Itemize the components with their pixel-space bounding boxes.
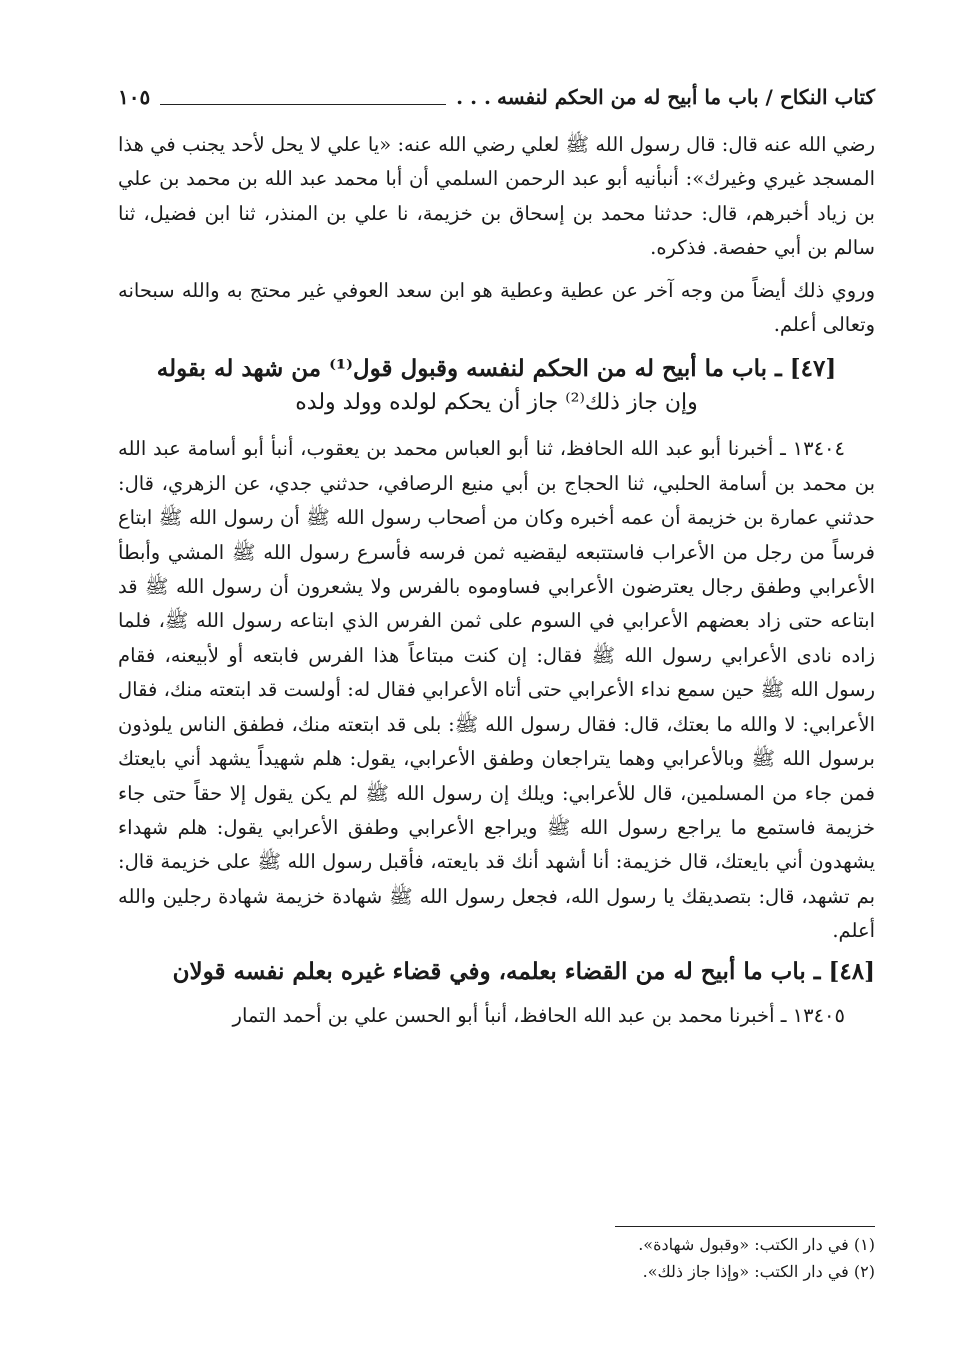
- header-rule: [160, 104, 446, 105]
- chapter-heading-47-line1: [٤٧] ـ باب ما أبيح له من الحكم لنفسه وقبول قول⁽¹⁾ من شهد له بقوله: [156, 355, 837, 383]
- footnote-2: (٢) في دار الكتب: «وإذا جاز ذلك».: [642, 1262, 875, 1281]
- paragraph-1: رضي الله عنه قال: قال رسول الله ﷺ لعلي رضي الله عنه: «يا علي لا يحل لأحد يجنب في هذا المسجد غيري وغيرك»: أنبأنيه أبو عبد الرحمن السلمي أن أبا محمد عبد الله بن محمد بن علي بن زياد أخبرهم، قال: حدثنا محمد بن إسحاق بن خزيمة، نا علي بن المنذر، ثنا ابن فضيل، ثنا سالم بن أبي حفصة. فذكره.: [118, 133, 875, 260]
- footnotes: [118, 1226, 875, 1285]
- hadith-13405: ١٣٤٠٥ ـ أخبرنا محمد بن عبد الله الحافظ، أنبأ أبو الحسن علي بن أحمد التمار: [232, 1003, 845, 1027]
- chapter-heading-47-line2: وإن جاز ذلك⁽²⁾ جاز أن يحكم لولده وولد ولده: [295, 390, 698, 416]
- footnote-1: (١) في دار الكتب: «وقبول شهادة».: [638, 1235, 875, 1254]
- paragraph-2: وروي ذلك أيضاً من وجه آخر عن عطية وعطية هو ابن سعد العوفي غير محتج به والله سبحانه وتعالى أعلم.: [118, 278, 875, 337]
- chapter-heading-47: [118, 352, 875, 420]
- page-body: [118, 128, 875, 1033]
- header-title: كتاب النكاح / باب ما أبيح له من الحكم لنفسه: [496, 85, 875, 109]
- running-header: [118, 78, 875, 112]
- hadith-13404: ١٣٤٠٤ ـ أخبرنا أبو عبد الله الحافظ، ثنا أبو العباس محمد بن يعقوب، أنبأ أبو أسامة عبد الله بن محمد بن أسامة الحلبي، ثنا الحجاج بن أبي منيع الرصافي، حدثني جدي، عن الزهري، قال: حدثني عمارة بن خزيمة أن عمه أخبره وكان من أصحاب رسول الله ﷺ أن رسول الله ﷺ ابتاع فرساً من رجل من الأعراب فاستتبعه ليقضيه ثمن فرسه فأسرع رسول الله ﷺ المشي وأبطأ الأعرابي وطفق رجال يعترضون الأعرابي فساوموه بالفرس ولا يشعرون أن رسول الله ﷺ قد ابتاعه حتى زاد بعضهم الأعرابي في السوم على ثمن الفرس الذي ابتاعه رسول الله ﷺ، فلما زاده نادى الأعرابي رسول الله ﷺ فقال: إن كنت مبتاعاً هذا الفرس فابتعه أو لأبيعنه، فقام رسول الله ﷺ حين سمع نداء الأعرابي حتى أتاه الأعرابي فقال له: أولست قد ابتعته منك، فقال الأعرابي: لا والله ما بعتك، قال: فقال رسول الله ﷺ: بلى قد ابتعته منك، فطفق الناس يلوذون برسول الله ﷺ وبالأعرابي وهما يتراجعان وطفق الأعرابي، يقول: هلم شهيداً يشهد أني بايعتك فمن جاء من المسلمين، قال للأعرابي: ويلك إن رسول الله ﷺ لم يكن يقول إلا حقاً حتى جاء خزيمة فاستمع ما يراجع رسول الله ﷺ ويراجع الأعرابي وطفق الأعرابي يقول: هلم شهداء يشهدون أني بايعتك، قال خزيمة: أنا أشهد أنك قد بايعته، فأقبل رسول الله ﷺ على خزيمة قال: بم تشهد، قال: بتصديقك يا رسول الله، فجعل رسول الله ﷺ شهادة خزيمة شهادة رجلين والله أعلم.: [118, 437, 875, 943]
- chapter-heading-48: [٤٨] ـ باب ما أبيح له من القضاء بعلمه، وفي قضاء غيره بعلم نفسه قولان: [172, 957, 875, 985]
- footnote-rule: [615, 1226, 875, 1227]
- header-dots: . . .: [456, 85, 491, 109]
- page-number: ١٠٥: [118, 85, 151, 109]
